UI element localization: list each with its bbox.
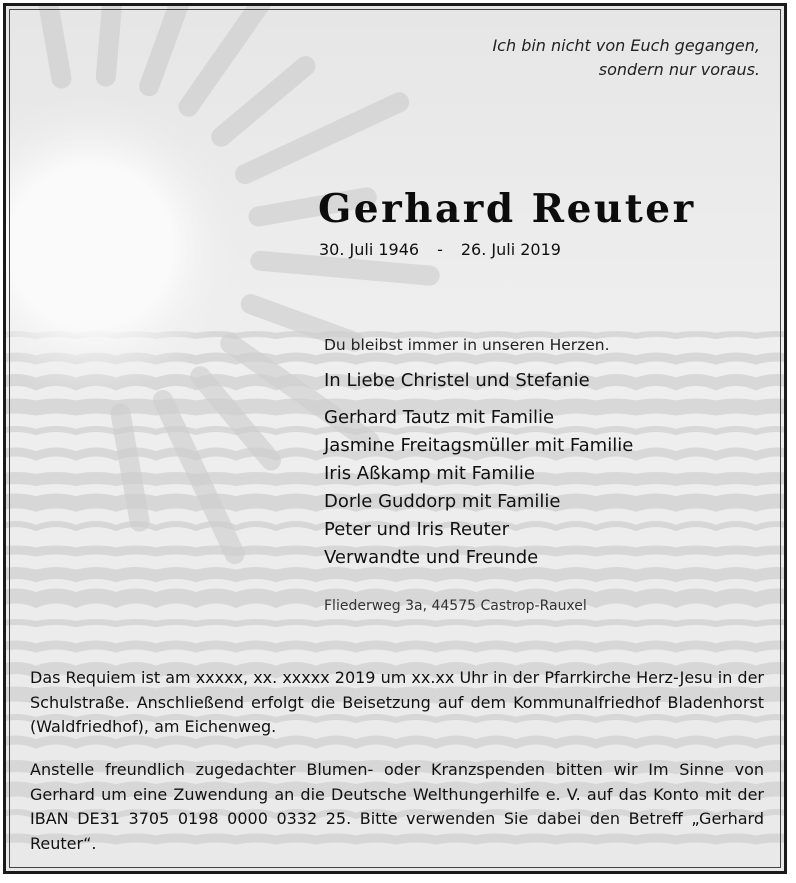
death-date: 26. Juli 2019: [460, 240, 561, 259]
motto-line-1: Ich bin nicht von Euch gegangen,: [492, 36, 760, 55]
mourner-item: Peter und Iris Reuter: [324, 519, 510, 540]
sea-wave: [6, 740, 784, 744]
motto-line-2: sondern nur voraus.: [598, 60, 760, 79]
mourners-list: [324, 404, 633, 572]
sea-wave: [6, 573, 784, 576]
sea-wave: [6, 645, 784, 648]
mourner-item: Gerhard Tautz mit Familie: [324, 407, 555, 428]
requiem-paragraph: Das Requiem ist am xxxxx, xx. xxxxx 2019 um xx.xx Uhr in der Pfarrkirche Herz-Jesu in der Schulstraße. Anschließend erfolgt die Beisetzung auf dem Kommunalfriedhof Bladenhorst (Waldfriedhof), am Eichenweg.: [30, 668, 764, 736]
mourner-address: Fliederweg 3a, 44575 Castrop-Rauxel: [324, 598, 587, 614]
date-separator: -: [437, 240, 443, 259]
sea-wave: [6, 622, 784, 624]
motto-quote: [492, 34, 760, 82]
mourner-item: Dorle Guddorp mit Familie: [324, 491, 561, 512]
mourner-item: Verwandte und Freunde: [324, 547, 539, 568]
heart-line: Du bleibst immer in unseren Herzen.: [324, 336, 610, 354]
deceased-name: Gerhard Reuter: [318, 186, 696, 232]
love-line: In Liebe Christel und Stefanie: [324, 370, 590, 391]
mourner-item: Iris Aßkamp mit Familie: [324, 463, 535, 484]
birth-date: 30. Juli 1946: [319, 240, 420, 259]
mourner-item: Jasmine Freitagsmüller mit Familie: [324, 435, 634, 456]
donation-paragraph: Anstelle freundlich zugedachter Blumen- oder Kranzspenden bitten wir Im Sinne von Gerhard um eine Zuwendung an die Deutsche Welthungerhilfe e. V. auf das Konto mit der IBAN DE31 3705 0198 0000 0332 25. Bitte verwenden Sie dabei den Betreff „Gerhard Reuter“.: [30, 760, 764, 853]
life-dates: [319, 240, 561, 259]
obituary-card: [3, 3, 787, 874]
